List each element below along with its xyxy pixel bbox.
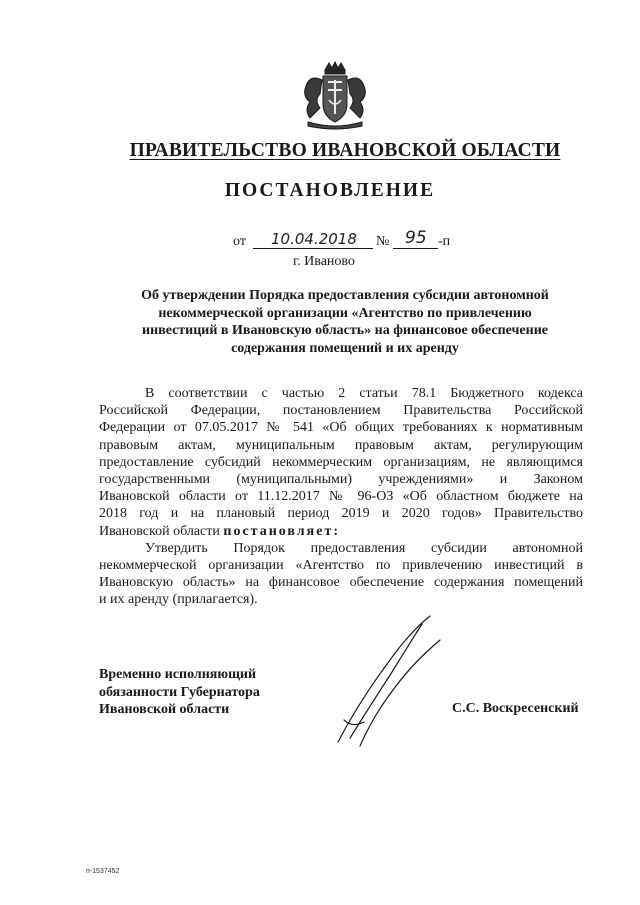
body-line: Ивановской области от 11.12.2017 № 96-ОЗ «Об областном бюджете на (99, 489, 583, 505)
document-subject (115, 287, 575, 357)
resolution-line: некоммерческой организации «Агентство по привлечению инвестиций в (99, 558, 583, 574)
body-line: 2018 год и на плановый период 2019 и 2020 годов» Правительство (99, 506, 583, 522)
subject-line: некоммерческой организации «Агентство по привлечению (158, 305, 532, 321)
number-suffix: -п (438, 234, 451, 249)
subject-line: Об утверждении Порядка предоставления субсидии автономной (141, 288, 549, 303)
body-line-prefix: Ивановской области (99, 523, 220, 539)
coat-of-arms-icon (298, 60, 372, 132)
date-value: 10.04.2018 (271, 230, 357, 248)
signatory-name: С.С. Воскресенский (452, 701, 579, 716)
document-body (99, 385, 583, 609)
resolution-line: Утвердить Порядок предоставления субсидии автономной (145, 540, 583, 556)
handwritten-signature-icon (330, 610, 450, 750)
number-value: 95 (405, 228, 427, 248)
date-prefix: от (233, 234, 246, 249)
signatory-position (99, 666, 319, 719)
date-number-line (233, 230, 463, 252)
body-line: правовым актам, муниципальным правовым актам, регулирующим (99, 437, 583, 453)
city: г. Иваново (293, 254, 355, 269)
body-line (99, 523, 583, 540)
subject-line: содержания помещений и их аренду (231, 340, 459, 356)
organization-title: ПРАВИТЕЛЬСТВО ИВАНОВСКОЙ ОБЛАСТИ (129, 140, 561, 161)
body-line: Федерации от 07.05.2017 № 541 «Об общих требованиях к нормативным (99, 420, 583, 436)
footer-code: п-1537452 (86, 868, 120, 875)
resolution-line: и их аренду (прилагается). (99, 592, 258, 608)
resolution-line: Ивановскую область» на финансовое обеспечение содержания помещений (99, 575, 583, 591)
document-type-heading: ПОСТАНОВЛЕНИЕ (224, 180, 436, 201)
position-line: Временно исполняющий (99, 667, 257, 682)
decree-word: постановляет: (223, 523, 340, 539)
body-line: Российской Федерации, постановлением Правительства Российской (99, 403, 583, 419)
position-line: Ивановской области (99, 702, 230, 717)
number-label: № (376, 234, 390, 249)
body-line: В соответствии с частью 2 статьи 78.1 Бюджетного кодекса (145, 386, 583, 401)
subject-line: инвестиций в Ивановскую область» на финансовое обеспечение (142, 323, 548, 338)
body-line: государственными (муниципальными) учреждениями» и Законом (99, 472, 583, 488)
body-line: предоставление субсидий некоммерческим организациям, не являющимся (99, 454, 583, 470)
position-line: обязанности Губернатора (99, 684, 260, 700)
